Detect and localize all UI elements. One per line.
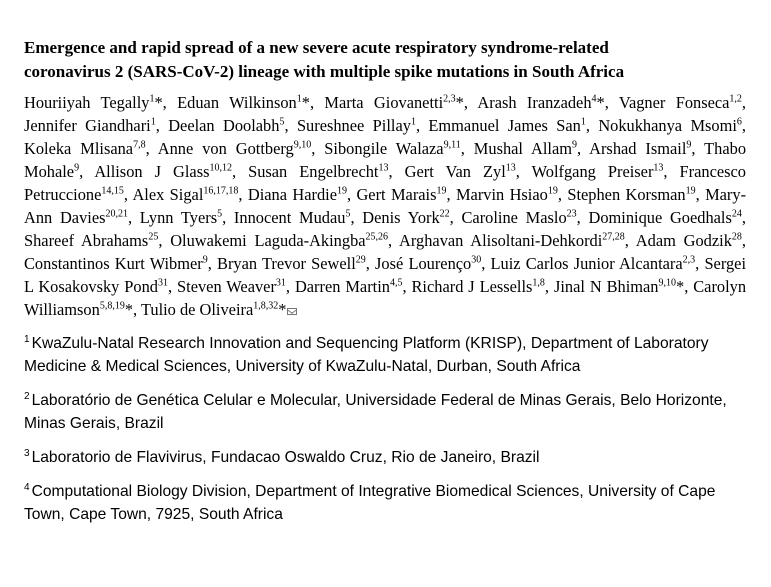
author bbox=[554, 277, 684, 296]
affiliation-number: 4 bbox=[24, 481, 30, 493]
equal-contribution-marker: * bbox=[124, 300, 134, 319]
author-affiliation-marker: 27,28 bbox=[602, 231, 625, 243]
author-affiliation-marker: 1 bbox=[410, 116, 416, 128]
affiliation bbox=[24, 332, 746, 378]
author bbox=[477, 93, 604, 112]
paper-title bbox=[24, 36, 746, 84]
author-name: Luiz Carlos Junior Alcantara bbox=[490, 254, 683, 273]
author-name: Stephen Korsman bbox=[567, 185, 686, 204]
author bbox=[399, 231, 625, 250]
author bbox=[132, 185, 238, 204]
author-affiliation-marker: 29 bbox=[355, 254, 366, 266]
affiliation-text: Computational Biology Division, Department of Integrative Biomedical Sciences, University of Cape Town, Cape Town, 7925, South Africa bbox=[24, 483, 716, 523]
author bbox=[598, 116, 742, 135]
author-affiliation-marker: 25,26 bbox=[365, 231, 389, 243]
author-name: Vagner Fonseca bbox=[618, 93, 730, 112]
author bbox=[297, 116, 416, 135]
author bbox=[619, 93, 742, 112]
author-affiliation-marker: 9,10 bbox=[293, 139, 312, 151]
author-name: Arshad Ismail bbox=[589, 139, 687, 158]
equal-contribution-marker: * bbox=[154, 93, 163, 112]
author-name: Nokukhanya Msomi bbox=[598, 116, 737, 135]
author-affiliation-marker: 5 bbox=[279, 116, 285, 128]
author bbox=[141, 300, 298, 319]
author-name: Alex Sigal bbox=[132, 185, 204, 204]
affiliation-text: KwaZulu-Natal Research Innovation and Sequencing Platform (KRISP), Department of Laboratory Medicine & Medical Sciences, University of KwaZulu-Natal, Durban, South Africa bbox=[24, 335, 709, 375]
author-affiliation-marker: 1,8 bbox=[532, 277, 545, 289]
affiliation-text: Laboratório de Genética Celular e Molecular, Universidade Federal de Minas Gerais, Belo Horizonte, Minas Gerais, Brazil bbox=[24, 392, 727, 432]
author-affiliation-marker: 4 bbox=[591, 93, 597, 105]
author-name: Houriiyah Tegally bbox=[24, 93, 150, 112]
author-affiliation-marker: 6 bbox=[736, 116, 742, 128]
author bbox=[636, 231, 742, 250]
author bbox=[24, 93, 163, 112]
equal-contribution-marker: * bbox=[676, 277, 685, 296]
author-name: Anne von Gottberg bbox=[157, 139, 294, 158]
affiliation-number: 3 bbox=[24, 447, 30, 459]
author bbox=[295, 277, 403, 296]
author bbox=[158, 139, 311, 158]
author bbox=[324, 93, 463, 112]
author bbox=[589, 139, 691, 158]
author bbox=[428, 116, 585, 135]
author bbox=[168, 116, 284, 135]
author-affiliation-marker: 1 bbox=[150, 116, 156, 128]
author-name: Marta Giovanetti bbox=[324, 93, 444, 112]
author-name: Caroline Maslo bbox=[461, 208, 567, 227]
author-affiliation-marker: 10,12 bbox=[209, 162, 232, 174]
author-name: Denis York bbox=[362, 208, 440, 227]
author bbox=[94, 162, 232, 181]
author-name: Sergei L Kosakovsky Pond bbox=[24, 254, 747, 296]
author-name: Gert Van Zyl bbox=[404, 162, 506, 181]
author-affiliation-marker: 22 bbox=[439, 208, 450, 220]
author bbox=[491, 254, 696, 273]
author-affiliation-marker: 7,8 bbox=[133, 139, 146, 151]
author-name: Arghavan Alisoltani-Dehkordi bbox=[399, 231, 603, 250]
author-affiliation-marker: 9 bbox=[686, 139, 692, 151]
affiliation-list bbox=[24, 332, 746, 526]
author-name: Oluwakemi Laguda-Akingba bbox=[170, 231, 366, 250]
author-name: Bryan Trevor Sewell bbox=[217, 254, 356, 273]
author-name: Sureshnee Pillay bbox=[296, 116, 411, 135]
author-name: Steven Weaver bbox=[177, 277, 276, 296]
author-affiliation-marker: 5 bbox=[217, 208, 223, 220]
author bbox=[588, 208, 741, 227]
author-name: Emmanuel James San bbox=[428, 116, 581, 135]
author bbox=[375, 254, 481, 273]
author-affiliation-marker: 1,8,32 bbox=[253, 300, 279, 312]
author bbox=[24, 116, 156, 135]
author-name: Francesco Petruccione bbox=[24, 162, 746, 204]
author-name: Carolyn Williamson bbox=[24, 277, 747, 319]
author-name: Richard J Lessells bbox=[411, 277, 533, 296]
author-name: Sibongile Walaza bbox=[324, 139, 444, 158]
paper-page bbox=[24, 36, 746, 526]
author-affiliation-marker: 25 bbox=[148, 231, 159, 243]
author-affiliation-marker: 16,17,18 bbox=[203, 185, 239, 197]
author bbox=[177, 93, 310, 112]
author bbox=[140, 208, 222, 227]
affiliation-number: 2 bbox=[24, 390, 30, 402]
author-affiliation-marker: 1 bbox=[149, 93, 155, 105]
equal-contribution-marker: * bbox=[278, 300, 287, 319]
author-name: Lynn Tyers bbox=[139, 208, 218, 227]
author-affiliation-marker: 13 bbox=[378, 162, 389, 174]
equal-contribution-marker: * bbox=[301, 93, 310, 112]
author-affiliation-marker: 31 bbox=[158, 277, 168, 289]
author-affiliation-marker: 13 bbox=[505, 162, 516, 174]
author bbox=[217, 254, 366, 273]
affiliation bbox=[24, 389, 746, 435]
author bbox=[248, 185, 347, 204]
author-name: Tulio de Oliveira bbox=[140, 300, 254, 319]
author-affiliation-marker: 19 bbox=[547, 185, 558, 197]
author bbox=[177, 277, 286, 296]
envelope-icon[interactable] bbox=[287, 308, 297, 315]
equal-contribution-marker: * bbox=[455, 93, 464, 112]
author bbox=[24, 139, 146, 158]
author-name: Allison J Glass bbox=[94, 162, 210, 181]
author-affiliation-marker: 1,2 bbox=[729, 93, 742, 105]
author-name: Dominique Goedhals bbox=[588, 208, 732, 227]
affiliation bbox=[24, 446, 746, 469]
author-affiliation-marker: 14,15 bbox=[101, 185, 124, 197]
author bbox=[170, 231, 388, 250]
author bbox=[248, 162, 388, 181]
author-list: Houriiyah Tegally$^1$*, Eduan Wilkinson$^1$*, Marta Giovanetti$^{2,3}$*, Arash Iranzadeh$^4$*, Vagner Fonseca$^{1,2}$, Jennifer Giandhari$^1$, Deelan Doolabh$^5$, Sureshnee Pillay$^1$, Emmanuel James San$^1$, Nokukhanya Msomi$^6$, Koleka Mlisana$^{7,8}$, Anne von Gottberg$^{9,10}$, Sibongile Walaza$^{9,11}$, Mushal Allam$^9$, Arshad Ismail$^9$, Thabo Mohale$^9$, Allison J Glass$^{10,12}$, Susan Engelbrecht$^{13}$, Gert Van Zyl$^{13}$, Wolfgang Preiser$^{13}$, Francesco Petruccione$^{14,15}$, Alex Sigal$^{16,17,18}$, Diana Hardie$^{19}$, Gert Marais$^{19}$, Marvin Hsiao$^{19}$, Stephen Korsman$^{19}$, Mary-Ann Davies$^{20,21}$, Lynn Tyers$^5$, Innocent Mudau$^5$, Denis York$^{22}$, Caroline Maslo$^{23}$, Dominique Goedhals$^{24}$, Shareef Abrahams$^{25}$, Oluwakemi Laguda-Akingba$^{25,26}$, Arghavan Alisoltani-Dehkordi$^{27,28}$, Adam Godzik$^{28}$, Constantinos Kurt Wibmer$^9$, Bryan Trevor Sewell$^{29}$, José Lourenço$^{30}$, Luiz Carlos Junior Alcantara$^{2,3}$, Sergei L Kosakovsky Pond$^{31}$, Steven Weaver$^{31}$, Darren Martin$^{4,5}$, Richard J Lessells$^{1,8}$, Jinal N Bhiman$^{9,10}$*, Carolyn Williamson$^{5,8,19}$*, Tulio de Oliveira$^{1,8,32}$* bbox=[24, 93, 747, 319]
author bbox=[456, 185, 558, 204]
author-name: Mary-Ann Davies bbox=[24, 185, 747, 227]
title-line-1: Emergence and rapid spread of a new severe acute respiratory syndrome-related bbox=[24, 38, 609, 57]
author-affiliation-marker: 1 bbox=[580, 116, 586, 128]
author-name: Marvin Hsiao bbox=[455, 185, 548, 204]
author-name: Mushal Allam bbox=[473, 139, 572, 158]
author-affiliation-marker: 31 bbox=[275, 277, 286, 289]
author bbox=[474, 139, 577, 158]
author-affiliation-marker: 9,10 bbox=[658, 277, 676, 289]
author bbox=[24, 231, 158, 250]
author-affiliation-marker: 23 bbox=[566, 208, 577, 220]
author-name: Jennifer Giandhari bbox=[24, 116, 151, 135]
author-affiliation-marker: 5 bbox=[345, 208, 351, 220]
author-name: Constantinos Kurt Wibmer bbox=[24, 254, 203, 273]
author-name: Deelan Doolabh bbox=[168, 116, 280, 135]
author bbox=[462, 208, 577, 227]
author-affiliation-marker: 13 bbox=[653, 162, 664, 174]
title-line-2: coronavirus 2 (SARS-CoV-2) lineage with multiple spike mutations in South Africa bbox=[24, 62, 625, 81]
author-name: Adam Godzik bbox=[635, 231, 732, 250]
author-name: Diana Hardie bbox=[247, 185, 337, 204]
author-name: Gert Marais bbox=[356, 185, 437, 204]
author-name: Susan Engelbrecht bbox=[248, 162, 379, 181]
author-affiliation-marker: 24 bbox=[731, 208, 742, 220]
author-affiliation-marker: 9 bbox=[571, 139, 577, 151]
author-name: Jinal N Bhiman bbox=[553, 277, 659, 296]
author bbox=[567, 185, 695, 204]
author-affiliation-marker: 2,3 bbox=[682, 254, 696, 266]
author bbox=[412, 277, 545, 296]
author-name: Arash Iranzadeh bbox=[477, 93, 592, 112]
author-affiliation-marker: 5,8,19 bbox=[99, 300, 125, 312]
author-affiliation-marker: 1 bbox=[296, 93, 302, 105]
author-affiliation-marker: 2,3 bbox=[443, 93, 456, 105]
author-name: Eduan Wilkinson bbox=[177, 93, 297, 112]
author-affiliation-marker: 19 bbox=[336, 185, 347, 197]
affiliation-text: Laboratorio de Flavivirus, Fundacao Oswaldo Cruz, Rio de Janeiro, Brazil bbox=[31, 449, 540, 466]
author bbox=[234, 208, 351, 227]
author-affiliation-marker: 28 bbox=[731, 231, 742, 243]
author-affiliation-marker: 19 bbox=[436, 185, 447, 197]
author-name: Innocent Mudau bbox=[233, 208, 346, 227]
author-name: Wolfgang Preiser bbox=[531, 162, 654, 181]
author-name: Koleka Mlisana bbox=[24, 139, 134, 158]
equal-contribution-marker: * bbox=[596, 93, 605, 112]
author bbox=[24, 254, 208, 273]
author bbox=[362, 208, 449, 227]
author-affiliation-marker: 9 bbox=[202, 254, 208, 266]
author-name: José Lourenço bbox=[375, 254, 472, 273]
author-affiliation-marker: 9,11 bbox=[443, 139, 461, 151]
author-affiliation-marker: 19 bbox=[685, 185, 696, 197]
affiliation-number: 1 bbox=[24, 333, 30, 345]
author-affiliation-marker: 20,21 bbox=[105, 208, 128, 220]
author bbox=[324, 139, 460, 158]
author bbox=[532, 162, 664, 181]
author bbox=[356, 185, 446, 204]
author-name: Darren Martin bbox=[294, 277, 390, 296]
author-name: Thabo Mohale bbox=[24, 139, 747, 181]
author-affiliation-marker: 30 bbox=[471, 254, 482, 266]
author-name: Shareef Abrahams bbox=[24, 231, 149, 250]
author-affiliation-marker: 9 bbox=[74, 162, 80, 174]
affiliation bbox=[24, 480, 746, 526]
author-affiliation-marker: 4,5 bbox=[389, 277, 403, 289]
author bbox=[405, 162, 516, 181]
